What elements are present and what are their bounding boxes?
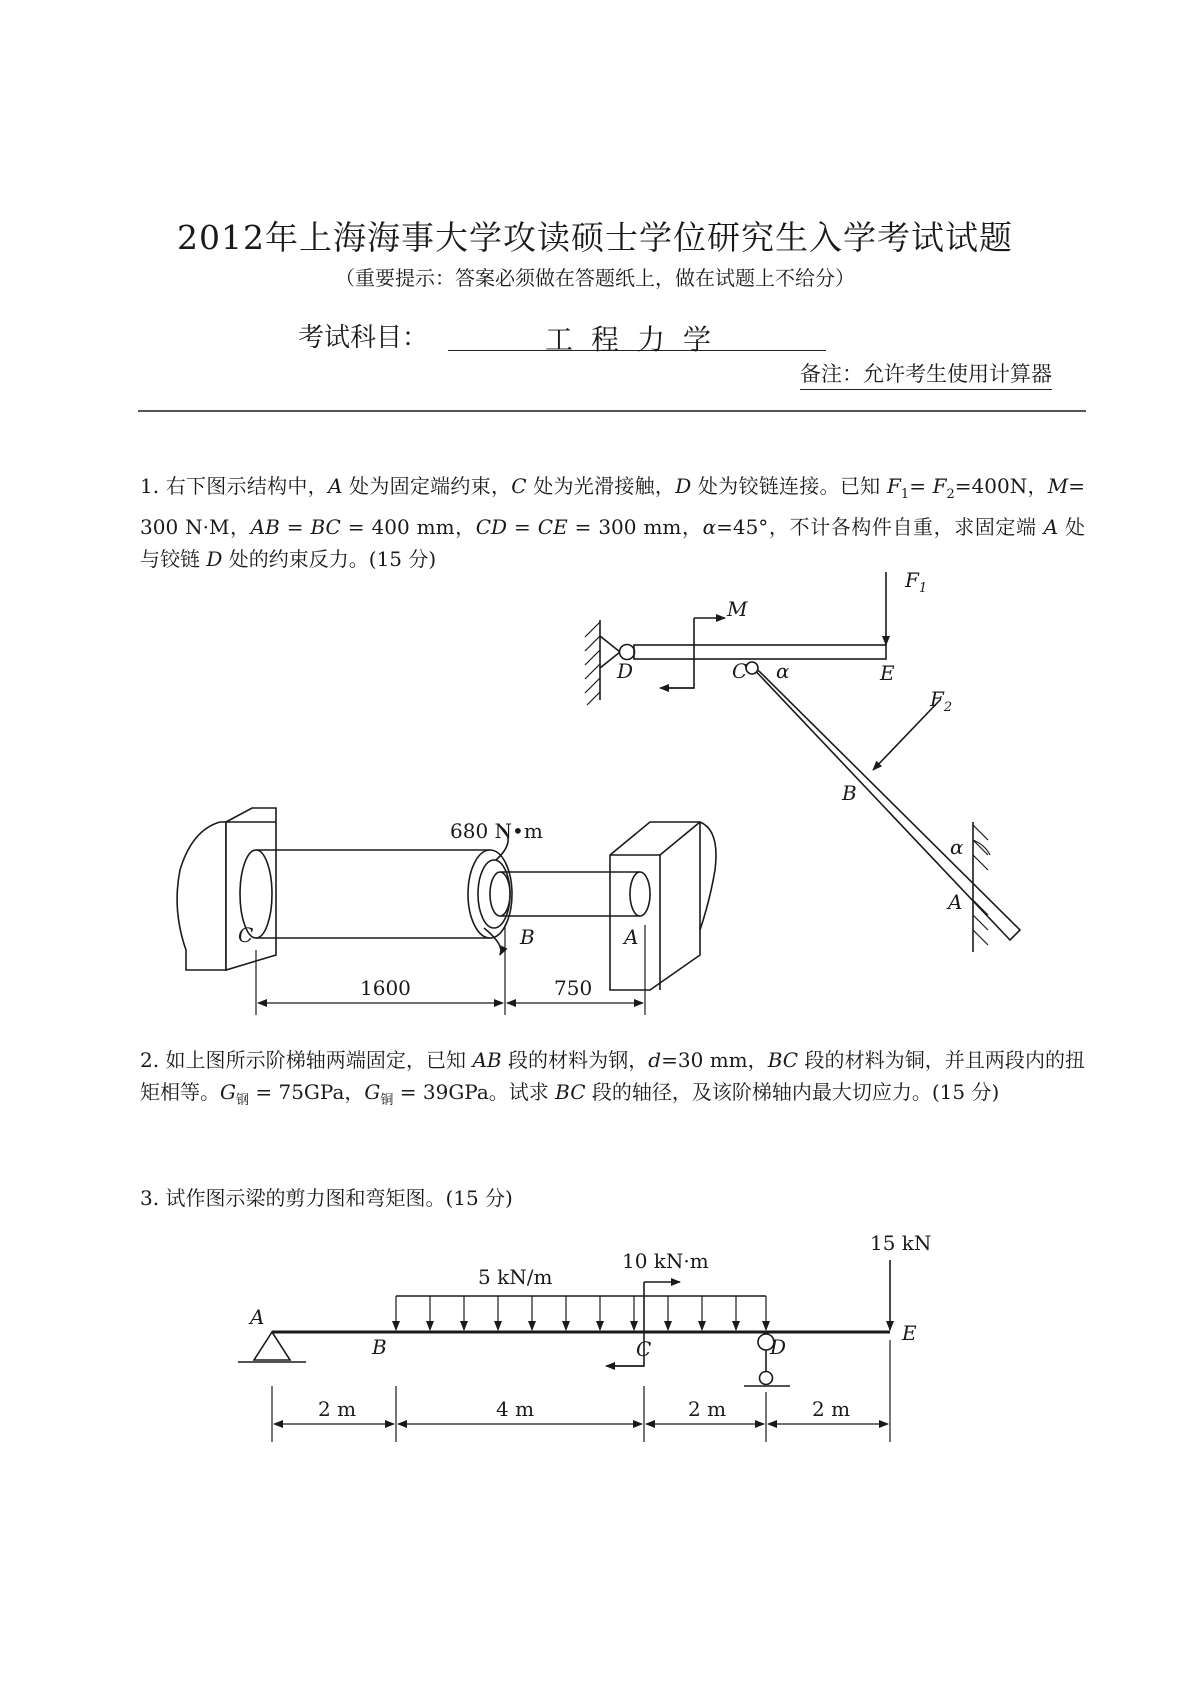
label-a1: A xyxy=(948,890,963,914)
label-f2: $F_2$ xyxy=(930,687,953,715)
label-dim-2: 4 m xyxy=(496,1397,535,1421)
shaft-cb xyxy=(256,850,490,938)
question-2: 2. 如上图所示阶梯轴两端固定，已知 AB 段的材料为钢，d=30 mm，BC 段的材料为铜，并且两段内的扭矩相等。$G_钢 = 75GPa$，$G_铜 = 39GPa$。试求 BC 段的轴径，及该阶梯轴内最大切应力。(15 分) xyxy=(140,1048,1086,1108)
label-d1: D xyxy=(617,659,634,683)
label-dim-1: 2 m xyxy=(318,1397,357,1421)
label-m: M xyxy=(727,597,748,621)
label-e1: E xyxy=(880,661,895,685)
label-d3: D xyxy=(770,1335,787,1359)
figure-3-labels xyxy=(248,1231,931,1421)
label-c3: C xyxy=(636,1337,652,1361)
shaft-ba xyxy=(500,872,640,916)
subject-value: 工程力学 xyxy=(544,323,729,356)
label-b3: B xyxy=(372,1335,387,1359)
label-alpha1: α xyxy=(776,659,790,683)
figure-2-shaft xyxy=(177,808,716,1015)
figure-2-labels xyxy=(238,819,638,1000)
label-distributed-load: 5 kN/m xyxy=(478,1265,553,1289)
label-dim-750: 750 xyxy=(554,976,593,1000)
figure-1-labels xyxy=(616,568,964,914)
question-1: 1. 右下图示结构中，A 处为固定端约束，C 处为光滑接触，D 处为铰链连接。已知 $F_1= F_2=400N$，M= 300 N·M，AB = BC = 400 mm，CD = CE = 300 mm，α=45°，不计各构件自重，求固定端 A 处与铰链 D 处的约束反力。(15 分) xyxy=(140,474,1086,571)
label-moment: 10 kN·m xyxy=(622,1249,709,1273)
pin-support-a xyxy=(254,1332,290,1360)
wall-d-hatch xyxy=(585,622,600,705)
bar-de xyxy=(634,645,886,659)
exam-title: 2012年上海海事大学攻读硕士学位研究生入学考试试题 xyxy=(177,218,1013,257)
label-f1: $F_1$ xyxy=(905,568,928,596)
question-3: 3. 试作图示梁的剪力图和弯矩图。(15 分) xyxy=(140,1186,513,1210)
right-support-block xyxy=(610,822,700,990)
moment-m-arrow xyxy=(662,618,694,688)
left-wall-break xyxy=(177,822,226,970)
remark: 备注：允许考生使用计算器 xyxy=(800,358,1052,390)
exam-notice: （重要提示：答案必须做在答题纸上，做在试题上不给分） xyxy=(335,266,855,290)
label-b2: B xyxy=(520,925,535,949)
subject-label: 考试科目： xyxy=(298,323,429,353)
roller-d-bottom xyxy=(760,1372,773,1385)
label-b1: B xyxy=(842,781,857,805)
label-force: 15 kN xyxy=(870,1231,932,1255)
distributed-load-arrows xyxy=(396,1296,766,1330)
bar-ca xyxy=(748,663,1020,940)
label-dim-1600: 1600 xyxy=(360,976,411,1000)
contact-c xyxy=(746,662,758,674)
label-dim-3: 2 m xyxy=(688,1397,727,1421)
label-c1: C xyxy=(732,659,748,683)
hinge-d-pin xyxy=(620,645,635,660)
label-a2: A xyxy=(624,925,639,949)
label-alpha2: α xyxy=(950,835,964,859)
label-torque: 680 N•m xyxy=(450,819,543,843)
label-dim-4: 2 m xyxy=(812,1397,851,1421)
right-wall-break xyxy=(700,822,716,930)
label-c2: C xyxy=(238,923,254,947)
label-e3: E xyxy=(902,1321,917,1345)
label-a3: A xyxy=(250,1305,265,1329)
